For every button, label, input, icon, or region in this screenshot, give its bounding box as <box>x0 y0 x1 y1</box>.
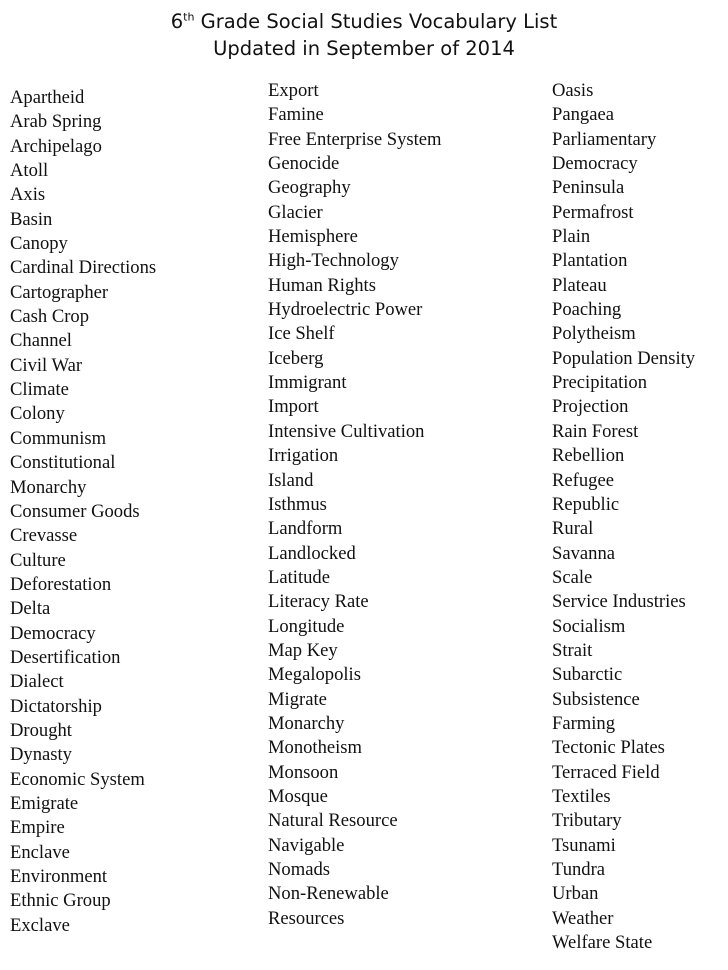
title-line-2: Updated in September of 2014 <box>213 37 515 60</box>
vocabulary-term: Tsunami <box>552 834 616 856</box>
vocabulary-term: Cartographer <box>10 281 109 303</box>
vocabulary-term: Climate <box>10 379 69 401</box>
vocabulary-term: Environment <box>10 866 108 887</box>
vocabulary-term: Rural <box>552 518 594 540</box>
vocabulary-term: Human Rights <box>268 274 376 296</box>
vocabulary-column-3 <box>552 79 695 955</box>
vocabulary-term: Channel <box>10 330 72 352</box>
vocabulary-term: Geography <box>268 177 351 199</box>
vocabulary-term: Population Density <box>552 347 696 369</box>
vocabulary-term: Island <box>268 469 314 491</box>
vocabulary-term: Dialect <box>10 671 64 693</box>
vocabulary-term: Monarchy <box>10 476 87 498</box>
vocabulary-term: Socialism <box>552 615 626 637</box>
vocabulary-term: Plain <box>552 226 591 248</box>
vocabulary-term: Resources <box>268 907 345 929</box>
vocabulary-term: High-Technology <box>268 250 399 272</box>
vocabulary-term: Peninsula <box>552 177 625 199</box>
vocabulary-term: Subarctic <box>552 664 623 686</box>
vocabulary-term: Literacy Rate <box>268 591 369 613</box>
vocabulary-term: Archipelago <box>10 135 102 157</box>
title-grade-suffix: th <box>183 10 195 24</box>
vocabulary-term: Irrigation <box>268 445 339 467</box>
vocabulary-term: Parliamentary <box>552 128 657 150</box>
vocabulary-term: Strait <box>552 639 593 661</box>
vocabulary-term: Enclave <box>10 841 70 863</box>
vocabulary-term: Constitutional <box>10 452 116 474</box>
vocabulary-term: Longitude <box>268 615 345 637</box>
vocabulary-term: Service Industries <box>552 591 686 613</box>
title-grade-number: 6 <box>170 10 184 33</box>
vocabulary-term: Savanna <box>552 542 615 564</box>
vocabulary-term: Tectonic Plates <box>552 737 665 759</box>
vocabulary-term: Landform <box>268 518 343 540</box>
vocabulary-term: Projection <box>552 396 629 418</box>
vocabulary-term: Consumer Goods <box>10 500 140 522</box>
vocabulary-term: Dynasty <box>10 744 72 766</box>
vocabulary-term: Hemisphere <box>268 226 358 248</box>
vocabulary-term: Pangaea <box>552 104 614 126</box>
vocabulary-term: Refugee <box>552 469 614 491</box>
vocabulary-term: Atoll <box>10 160 49 182</box>
vocabulary-term: Exclave <box>10 914 70 936</box>
vocabulary-term: Delta <box>10 598 51 620</box>
vocabulary-term: Empire <box>10 817 65 839</box>
vocabulary-term: Permafrost <box>552 201 634 223</box>
vocabulary-term: Canopy <box>10 233 68 255</box>
vocabulary-term: Drought <box>10 719 72 741</box>
vocabulary-term: Cash Crop <box>10 306 90 328</box>
vocabulary-term: Communism <box>10 427 107 449</box>
vocabulary-term: Cardinal Directions <box>10 257 157 279</box>
vocabulary-term: Plateau <box>552 274 607 296</box>
vocabulary-term: Megalopolis <box>268 664 361 686</box>
vocabulary-term: Weather <box>552 907 614 929</box>
vocabulary-term: Tundra <box>552 859 606 880</box>
page-title <box>0 8 728 62</box>
vocabulary-column-1 <box>10 86 156 938</box>
vocabulary-term: Famine <box>268 104 324 126</box>
vocabulary-term: Intensive Cultivation <box>268 420 425 442</box>
vocabulary-term: Scale <box>552 566 593 588</box>
vocabulary-term: Plantation <box>552 250 628 272</box>
vocabulary-term: Monarchy <box>268 712 345 734</box>
vocabulary-term: Basin <box>10 208 53 230</box>
vocabulary-term: Isthmus <box>268 493 327 515</box>
vocabulary-term: Immigrant <box>268 372 347 394</box>
vocabulary-term: Rebellion <box>552 445 625 467</box>
vocabulary-term: Export <box>268 80 319 101</box>
vocabulary-term: Colony <box>10 403 65 425</box>
vocabulary-term: Hydroelectric Power <box>268 299 423 321</box>
vocabulary-term: Terraced Field <box>552 761 660 783</box>
vocabulary-term: Dictatorship <box>10 695 102 717</box>
vocabulary-term: Tributary <box>552 810 622 832</box>
vocabulary-term: Arab Spring <box>10 111 102 133</box>
vocabulary-term: Republic <box>552 493 620 515</box>
vocabulary-term: Monotheism <box>268 737 363 759</box>
title-heading-text: Grade Social Studies Vocabulary List <box>194 10 558 33</box>
vocabulary-term: Genocide <box>268 153 340 175</box>
vocabulary-term: Urban <box>552 883 599 905</box>
vocabulary-term: Democracy <box>10 622 96 644</box>
vocabulary-term: Latitude <box>268 566 330 588</box>
vocabulary-term: Ice Shelf <box>268 323 335 345</box>
vocabulary-column-2 <box>268 79 442 931</box>
vocabulary-term: Desertification <box>10 646 121 668</box>
vocabulary-term: Glacier <box>268 201 323 223</box>
vocabulary-term: Oasis <box>552 80 594 101</box>
vocabulary-term: Rain Forest <box>552 420 639 442</box>
title-line-1 <box>0 8 728 35</box>
vocabulary-term: Free Enterprise System <box>268 128 442 150</box>
vocabulary-term: Mosque <box>268 785 328 807</box>
vocabulary-term: Iceberg <box>268 347 324 369</box>
vocabulary-term: Civil War <box>10 354 83 376</box>
vocabulary-term: Culture <box>10 549 66 571</box>
vocabulary-term: Apartheid <box>10 87 85 108</box>
vocabulary-term: Crevasse <box>10 525 78 547</box>
vocabulary-term: Natural Resource <box>268 810 398 832</box>
vocabulary-term: Farming <box>552 712 616 734</box>
vocabulary-term: Map Key <box>268 639 338 661</box>
vocabulary-term: Emigrate <box>10 792 79 814</box>
vocabulary-term: Navigable <box>268 834 345 856</box>
vocabulary-term: Landlocked <box>268 542 356 564</box>
vocabulary-term: Polytheism <box>552 323 636 345</box>
vocabulary-term: Deforestation <box>10 573 112 595</box>
vocabulary-term: Non-Renewable <box>268 883 389 905</box>
vocabulary-term: Precipitation <box>552 372 648 394</box>
vocabulary-term: Axis <box>10 184 46 206</box>
vocabulary-term: Ethnic Group <box>10 890 111 912</box>
vocabulary-term: Welfare State <box>552 932 653 954</box>
vocabulary-term: Import <box>268 396 319 418</box>
vocabulary-term: Economic System <box>10 768 145 790</box>
vocabulary-term: Migrate <box>268 688 327 710</box>
vocabulary-term: Democracy <box>552 153 638 175</box>
vocabulary-term: Textiles <box>552 785 611 807</box>
vocabulary-term: Poaching <box>552 299 622 321</box>
vocabulary-term: Monsoon <box>268 761 339 783</box>
vocabulary-term: Nomads <box>268 859 330 880</box>
vocabulary-term: Subsistence <box>552 688 640 710</box>
